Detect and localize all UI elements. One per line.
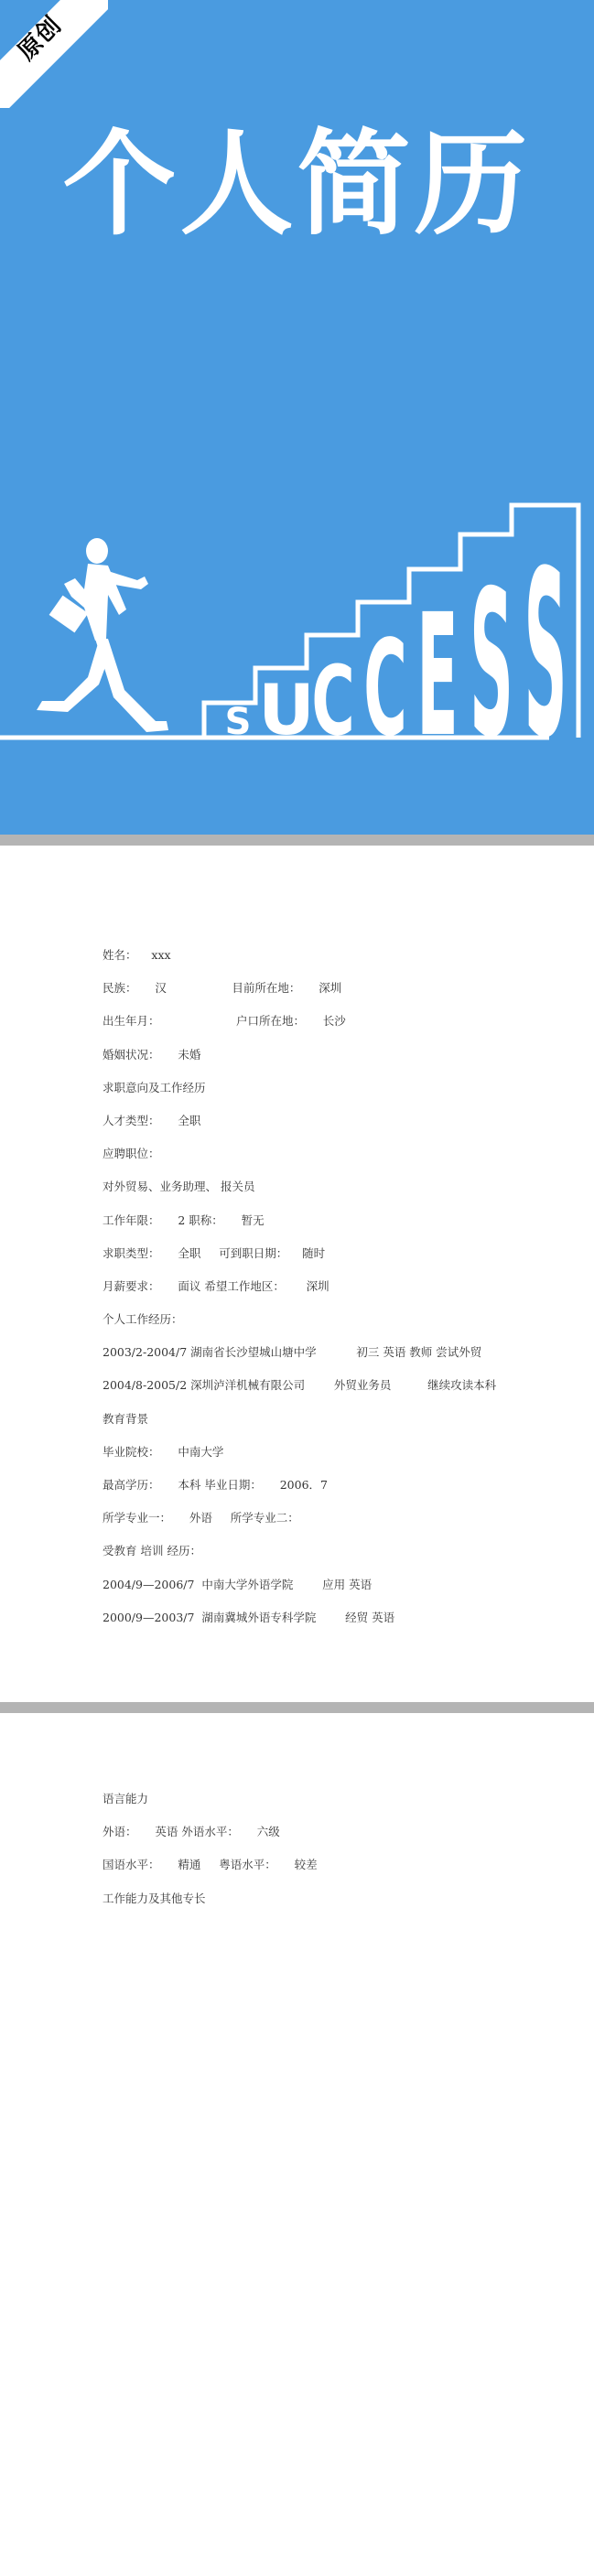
section-heading-education: 教育背景 bbox=[103, 1411, 149, 1426]
row-work-years-title: 工作年限： 2 职称： 暂无 bbox=[103, 1213, 265, 1227]
page-divider bbox=[0, 1702, 594, 1713]
row-name: 姓名： xxx bbox=[103, 948, 171, 962]
page-divider bbox=[0, 835, 594, 846]
row-education-entry-1: 2004/9—2006/7 中南大学外语学院 应用 英语 bbox=[103, 1577, 373, 1591]
row-salary-region: 月薪要求： 面议 希望工作地区： 深圳 bbox=[103, 1278, 329, 1293]
row-applied-position: 应聘职位： bbox=[103, 1147, 160, 1161]
row-position-list: 对外贸易、业务助理、 报关员 bbox=[103, 1180, 255, 1194]
row-birth-hukou: 出生年月： 户口所在地： 长沙 bbox=[103, 1014, 346, 1029]
svg-text:U: U bbox=[258, 669, 315, 750]
svg-text:E: E bbox=[416, 577, 459, 769]
row-majors: 所学专业一： 外语 所学专业二： bbox=[103, 1511, 299, 1525]
cover-title: 个人简历 bbox=[62, 119, 532, 251]
resume-info-rows bbox=[103, 950, 496, 1645]
section-heading-skills: 工作能力及其他专长 bbox=[103, 1891, 206, 1905]
svg-text:C: C bbox=[311, 647, 355, 758]
svg-text:S: S bbox=[524, 522, 567, 769]
svg-text:C: C bbox=[363, 612, 407, 766]
original-badge-text: 原创 bbox=[13, 11, 68, 66]
row-ethnicity-location: 民族： 汉 目前所在地： 深圳 bbox=[103, 981, 342, 996]
original-badge bbox=[0, 0, 108, 108]
resume-cover bbox=[0, 0, 594, 835]
row-foreign-language: 外语： 英语 外语水平： 六级 bbox=[103, 1825, 280, 1839]
svg-text:S: S bbox=[470, 547, 513, 769]
row-school: 毕业院校： 中南大学 bbox=[103, 1444, 224, 1459]
resume-page-1 bbox=[0, 846, 594, 1702]
success-lettering bbox=[225, 523, 567, 769]
row-work-entry-2: 2004/8-2005/2 深圳泸洋机械有限公司 外贸业务员 继续攻读本科 bbox=[103, 1378, 497, 1393]
section-heading-work-history: 个人工作经历： bbox=[103, 1312, 183, 1327]
success-stairs-illustration bbox=[0, 494, 594, 769]
row-work-entry-1: 2003/2-2004/7 湖南省长沙望城山塘中学 初三 英语 教师 尝试外贸 bbox=[103, 1345, 482, 1360]
row-education-entry-2: 2000/9—2003/7 湖南冀城外语专科学院 经贸 英语 bbox=[103, 1610, 395, 1624]
row-mandarin-cantonese: 国语水平： 精通 粤语水平： 较差 bbox=[103, 1858, 318, 1872]
svg-text:S: S bbox=[224, 701, 252, 743]
resume-page-2 bbox=[0, 1713, 594, 2576]
row-talent-type: 人才类型： 全职 bbox=[103, 1113, 201, 1127]
resume-skill-rows bbox=[103, 1794, 318, 1926]
section-heading-training: 受教育 培训 经历： bbox=[103, 1544, 201, 1558]
section-heading-language: 语言能力 bbox=[103, 1792, 149, 1805]
section-heading-job-intention: 求职意向及工作经历 bbox=[103, 1080, 206, 1094]
running-man-icon bbox=[37, 538, 168, 732]
row-degree-graduation: 最高学历： 本科 毕业日期： 2006．7 bbox=[103, 1478, 328, 1492]
row-job-type-start-date: 求职类型： 全职 可到职日期： 随时 bbox=[103, 1245, 326, 1260]
row-marital-status: 婚姻状况： 未婚 bbox=[103, 1047, 201, 1062]
